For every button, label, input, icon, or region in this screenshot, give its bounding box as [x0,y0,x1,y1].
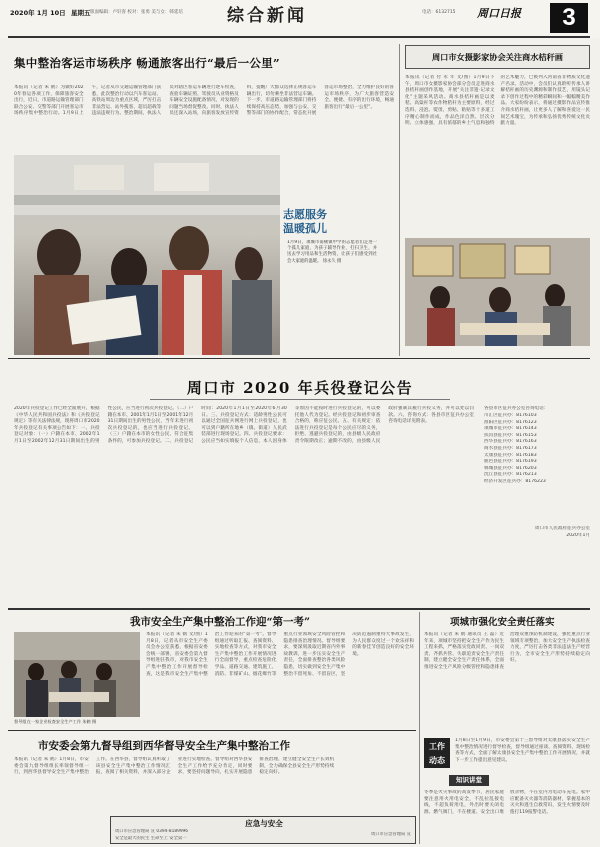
contact-item: 太康县征兵办：8176183 [484,452,537,458]
contact-item: 项城市征兵办：8176143 [484,426,537,432]
strawpainting-photo [405,238,590,346]
column-divider-bottom [419,612,420,844]
section-rule-1 [8,358,590,359]
article5-body: 本报讯（记者 朱 鹤 通讯员 王 磊）近年来，项城市坚持把安全生产作为民生工程来抓，严格落实党政同责、一岗双责、齐抓共管、失职追责安全生产责任制，建立健全安全生产责任体系，全面推进安全生产风险分级管控和隐患排查治理双重预防机制建设，强化重点行业领域专项整治，加大安全生产执法检查力度，严厉打击各类非法违法生产经营行为，全市安全生产形势持续稳定向好。 [424,632,590,670]
masthead-phone: 电话：6132715 [422,10,456,15]
footer-ad-title: 应急与安全 [245,819,283,828]
article2-body: 本报讯（记者 付 永 年 文/图）1月9日下午，周口市女摄影家协会部分会员走进商水县桔秆画创作基地，开展“关注非遗·记录文化”主题采风活动。商水县桔秆画是以麦秸、高粱秆等农作物秸秆为主要原料，经过选料、浸泡、熨烫、剪贴、粘贴等十多道工序精心制作而成，作品色泽自然、层次分明、立体感强，具有浓郁的乡土气息和独特的艺术魅力，已被列入河南省非物质文化遗产名录。活动中，会员们认真聆听传承人讲解桔秆画的历史渊源和制作技艺，用镜头记录下创作过程中的精彩瞬间和一幅幅精美作品。大家纷纷表示，将通过摄影作品宣传推介商水桔秆画，让更多人了解和喜爱这一民间艺术瑰宝，为传承和弘扬优秀传统文化贡献力量。 [405,75,590,127]
work-dynamics-label [424,738,450,768]
strawpainting-scene [405,238,590,346]
volunteer-slogan-line2: 温暖孤儿 [283,222,327,235]
article4-body: 本报讯（记者 朱 鹤）1月8日，市安委会第九督导组组长率领督导组一行，到西华县督导安全生产集中整治工作。在西华县，督导组认真听取了该县安全生产集中整治工作情况汇报，查阅了相关资料，并深入部分企业进行实地检查。督导组对西华县安全生产工作给予充分肯定，同时要求，要坚持问题导向，扎实开展隐患排查治理，建立健全安全生产长效机制，全力确保全县安全生产形势持续稳定向好。 [14,757,335,776]
contact-item: 经济开发区征兵办：8176223 [484,478,546,484]
article3-body: 本报讯（记者 朱 鹤 文/图）1月8日，记者从市安全生产委员会办公室获悉，根据省安委会统一部署，省安委会第九督导组进驻我市，对我市安全生产集中整治工作开展督导检查，这是我市安全生产集中整治工作迎来的“第一考”。督导组通过听取汇报、查阅资料、实地检查等方式，对我市安全生产集中整治工作开展情况进行全面督导，重点检查危险化学品、道路交通、建筑施工、消防、非煤矿山、烟花爆竹等重点行业领域安全风险管控和隐患排查治理情况。督导组要求，要深刻汲取近期省内外事故教训，进一步压实安全生产责任，全面排查整治各类风险隐患，切实做到安全生产集中整治不留死角、不留盲区，坚决防范遏制重特大事故发生，为人民群众度过一个欢乐祥和的新春佳节创造良好的安全环境。 [146,632,414,677]
contact-item: 商水县征兵办：8176173 [484,445,537,451]
article3-photo-caption: 督导组在一家企业检查安全生产工作 朱鹤 摄 [14,719,97,724]
section-rule-3 [8,730,416,731]
paper-name: 周口日报 [477,7,521,20]
article2-title: 周口市女摄影家协会关注商水桔秆画 [431,52,563,62]
notice-title-underline [150,399,450,400]
notice-body: 2020年兵役登记工作已经全面展开，根据《中华人民共和国兵役法》和《兵役登记规定》等有关法律法规，现将周口市2020年兵役登记有关事项公告如下：一、兵役登记对象：（一）户籍在本市、2002年1月1日至2002年12月31日期间出生的男性公民，应当进行初次兵役登记。（二）户籍在本市、2001年1月1日至2001年12月31日期间出生的男性公民，当年未进行初次兵役登记的，也应当进行兵役登记。（三）户籍在本市的女性公民、符合征集条件的，可参加兵役登记。二、兵役登记时间：2020年1月1日至2020年6月30日。三、兵役登记方式：适龄男性公民可以通过全国征兵网进行网上兵役登记，也可以到户籍所在地乡（镇、街道）人民武装部进行现场登记。四、兵役登记要求：公民应当如实填报个人信息，本人因身体等原因不能按时进行兵役登记的，可以委托他人代为登记。经兵役登记和初步审查合格的，称应征公民。五、有关规定：依法进行兵役登记是每个公民应尽的义务，拒绝、逃避兵役登记的，由县级人民政府责令限期改正；逾期不改的，由县级人民政府强制其履行兵役义务，并可以处以罚款。六、咨询方式：各县市区征兵办公室咨询电话详见附表。 [14,406,474,444]
column-divider-top [399,44,400,356]
article3-headline: 我市安全生产集中整治工作迎“第一考” [130,616,311,628]
notice-contacts-intro: 各县市区征兵办公室咨询电话： [484,406,549,411]
contact-item: 淮阳区征兵办：8176123 [484,419,537,425]
article1-headline: 集中整治客运市场秩序 畅通旅客出行“最后一公里” [14,56,280,70]
contact-item: 西华县征兵办：8176163 [484,439,537,445]
work-dynamics-label-line2: 动态 [429,755,445,765]
footer-ad-right-text: 周口市应急管理局 宣 [370,832,411,837]
work-dynamics-label-line1: 工作 [429,741,445,751]
volunteer-scene [14,155,280,355]
contact-item: 郸城县征兵办：8176203 [484,465,537,471]
volunteer-slogan [283,208,327,236]
notice-contacts [484,406,590,540]
masthead-editor-info: 版面编辑：卢轩客 校对：张勇 美与女：韩延培 [90,10,183,15]
article1-body: 本报讯（记者 朱 鹤）为做好2020年春运各项工作，保障旅客安全出行，近日，市道路运输管理部门联合公安、交警等部门开展客运市场秩序集中整治行动。1月9日上午，记者从市交通运输管理部门获悉，此次整治行动以汽车客运站、高铁站周边为重点区域，严厉打击非法营运、站外揽客、超员超载等违法违规行为。整治期间，执法人员对辖区客运车辆进行逐车检查，查验车辆证照、驾驶员从业资格及车辆安全设施配备情况，对发现的问题当场督促整改。同时，执法人员还深入站场，向旅客发放宣传资料，提醒广大群众选择正规客运车辆出行，切勿乘坐非法营运车辆。下一步，市道路运输管理部门将持续保持高压态势，加强与公安、交警等部门的协作配合，常态化开展客运市场整治，全力维护良好的客运市场秩序，为广大旅客营造安全、便捷、有序的出行环境，畅通旅客出行“最后一公里”。 [14,85,394,117]
section-rule-2 [8,608,590,610]
masthead-date: 2020年 1月 10日 星期五 [10,9,91,17]
contact-item: 川汇区征兵办：8176103 [484,413,537,418]
contact-item: 鹿邑县征兵办：8176193 [484,459,537,465]
inspection-scene [14,632,140,717]
work-dynamics-body: 1月8日至1月9日，市安委会第十三督导组对太康县落实安全生产集中整治情况进行督导检查，督导组通过座谈、查阅资料、现场检查等方式，全面了解太康县安全生产集中整治工作开展情况，并就下一步工作提出意见建议。 [455,738,590,763]
notice-title: 周口市 2020 年兵役登记公告 [186,379,414,397]
article2-title-box [405,45,590,69]
article4-headline: 市安委会第九督导组到西华督导安全生产集中整治工作 [38,740,290,752]
volunteer-photo [14,155,280,355]
knowledge-label: 知识讲堂 [449,775,489,786]
notice-sign-date: 2020年1月 [566,532,590,538]
article5-headline: 项城市强化安全责任落实 [450,617,555,628]
section-title: 综合新闻 [227,6,307,26]
contact-list [484,413,590,486]
masthead-rule [8,36,590,38]
page-number: 3 [550,3,588,33]
volunteer-caption: 1月9日，项城市南顿镇中学的志愿者们走进一个孤儿家庭，为孩子辅导作业、打扫卫生，并送去学习用品和生活物资，让孩子们感受到社会大家庭的温暖。 徐永久 摄 [287,240,377,264]
footer-ad-left-text: 周口市应急管理局 宣 0394-8189996 [115,829,189,834]
footer-ad-left-text2: 安全是最大的民生 生命至上 安全第一 [115,836,187,841]
footer-ad [110,816,416,844]
inspection-photo [14,632,140,717]
volunteer-slogan-line1: 志愿服务 [283,208,327,221]
knowledge-body: 冬季是火灾事故的高发季节，居民家庭要注意用火用电安全，不乱拉乱接电线，不超负荷用电，外出时要关闭电源、燃气阀门，不在楼道、安全出口堆放杂物，不在室内为电动车充电。家中应配备灭火器等消防器材，掌握基本的灭火和逃生自救常识，发生火情要及时拨打119报警电话。 [424,790,590,815]
notice-signature: 周口市人民政府征兵办公室 [534,525,590,531]
contact-item: 沈丘县征兵办：8176213 [484,472,537,478]
masthead [0,0,600,38]
contact-item: 扶沟县征兵办：8176153 [484,432,537,438]
